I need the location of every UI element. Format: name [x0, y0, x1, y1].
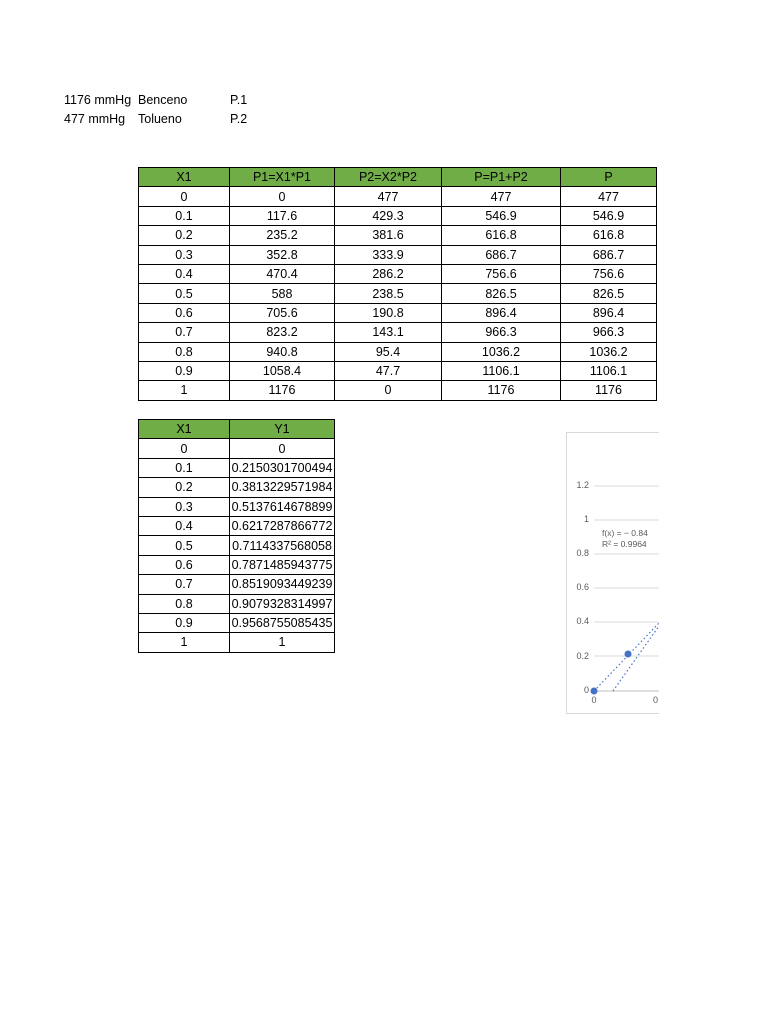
table-cell[interactable]: 381.6	[335, 226, 442, 245]
xy-chart[interactable]	[566, 432, 659, 714]
y-tick-label: 0.6	[576, 582, 589, 592]
table-cell[interactable]: 826.5	[442, 284, 561, 303]
table-cell[interactable]: 756.6	[442, 264, 561, 283]
table-row	[139, 516, 335, 535]
table-cell[interactable]: 546.9	[442, 206, 561, 225]
table-row	[139, 478, 335, 497]
trendline-equation: f(x) = − 0.84	[602, 528, 648, 538]
table-cell[interactable]: 0.4	[139, 264, 230, 283]
table-cell[interactable]: 705.6	[230, 303, 335, 322]
compound-name: Benceno	[138, 93, 188, 107]
data-point	[625, 651, 632, 658]
table-cell[interactable]: 1036.2	[442, 342, 561, 361]
table-cell[interactable]: 588	[230, 284, 335, 303]
info-row	[64, 91, 290, 110]
table-cell[interactable]: 0	[230, 439, 335, 458]
table-cell[interactable]: 0.9079328314997	[230, 594, 335, 613]
table-cell[interactable]: 1176	[442, 381, 561, 400]
table-row	[139, 342, 657, 361]
pressure-label: P.1	[230, 93, 248, 107]
table-cell[interactable]: 966.3	[561, 323, 657, 342]
table-cell[interactable]: 686.7	[442, 245, 561, 264]
column-header: Y1	[230, 420, 335, 439]
table-row	[139, 497, 335, 516]
table-cell[interactable]: 0.8519093449239	[230, 575, 335, 594]
table-cell[interactable]: 0.2	[139, 226, 230, 245]
table-cell[interactable]: 1176	[561, 381, 657, 400]
trendline	[613, 626, 659, 691]
table-cell[interactable]: 0.2150301700494	[230, 458, 335, 477]
table-cell[interactable]: 477	[561, 187, 657, 206]
table-cell[interactable]: 333.9	[335, 245, 442, 264]
table-cell[interactable]: 95.4	[335, 342, 442, 361]
table-cell[interactable]: 756.6	[561, 264, 657, 283]
table-row	[139, 613, 335, 632]
table-cell[interactable]: 616.8	[561, 226, 657, 245]
table-cell[interactable]: 470.4	[230, 264, 335, 283]
table-cell[interactable]: 0.3813229571984	[230, 478, 335, 497]
pressure-value: 1176 mmHg	[64, 93, 132, 107]
chart-svg	[567, 433, 659, 713]
y-tick-label: 0.8	[576, 548, 589, 558]
table-cell[interactable]: 1106.1	[442, 361, 561, 380]
y-tick-label: 0	[583, 685, 589, 695]
table-cell[interactable]: 0.7	[139, 575, 230, 594]
table-cell[interactable]: 1	[230, 633, 335, 652]
table-cell[interactable]: 966.3	[442, 323, 561, 342]
info-block	[64, 91, 290, 129]
table-cell[interactable]: 238.5	[335, 284, 442, 303]
table-cell[interactable]: 896.4	[442, 303, 561, 322]
pressure-value: 477 mmHg	[64, 112, 126, 126]
table-row	[139, 458, 335, 477]
table-row	[139, 555, 335, 574]
compound-name: Tolueno	[138, 112, 182, 126]
table-row	[139, 575, 335, 594]
trendline-r2: R² = 0.9964	[602, 539, 647, 549]
composition-table	[138, 419, 335, 653]
pressure-table	[138, 167, 657, 401]
table-row	[139, 303, 657, 322]
table-row	[139, 536, 335, 555]
table-cell[interactable]: 823.2	[230, 323, 335, 342]
y-tick-label: 1	[583, 514, 589, 524]
table-cell[interactable]: 0.9	[139, 361, 230, 380]
table-cell[interactable]: 0.6	[139, 555, 230, 574]
table-cell[interactable]: 0.5137614678899	[230, 497, 335, 516]
table-cell[interactable]: 1036.2	[561, 342, 657, 361]
table-cell[interactable]: 1106.1	[561, 361, 657, 380]
column-header: X1	[139, 420, 230, 439]
table-row	[139, 264, 657, 283]
column-header: P2=X2*P2	[335, 168, 442, 187]
table-cell[interactable]: 826.5	[561, 284, 657, 303]
table-row	[139, 284, 657, 303]
table-cell[interactable]: 0.9568755085435	[230, 613, 335, 632]
table-cell[interactable]: 143.1	[335, 323, 442, 342]
table-cell[interactable]: 0.5	[139, 284, 230, 303]
table-cell[interactable]: 0.8	[139, 342, 230, 361]
table-cell[interactable]: 0.6217287866772	[230, 516, 335, 535]
table-cell[interactable]: 0.2	[139, 478, 230, 497]
data-point	[591, 688, 598, 695]
table-cell[interactable]: 0	[230, 187, 335, 206]
table-cell[interactable]: 0.6	[139, 303, 230, 322]
table-cell[interactable]: 0.8	[139, 594, 230, 613]
table-cell[interactable]: 0.3	[139, 245, 230, 264]
table-cell[interactable]: 352.8	[230, 245, 335, 264]
table-cell[interactable]: 47.7	[335, 361, 442, 380]
table-row	[139, 361, 657, 380]
column-header: P	[561, 168, 657, 187]
table-row	[139, 187, 657, 206]
table-row	[139, 633, 335, 652]
y-tick-label: 0.4	[576, 616, 589, 626]
column-header: P=P1+P2	[442, 168, 561, 187]
table-cell[interactable]: 0.9	[139, 613, 230, 632]
table-cell[interactable]: 0.1	[139, 458, 230, 477]
table-row	[139, 323, 657, 342]
table-cell[interactable]: 940.8	[230, 342, 335, 361]
table-cell[interactable]: 1058.4	[230, 361, 335, 380]
column-header: P1=X1*P1	[230, 168, 335, 187]
table-cell[interactable]: 477	[442, 187, 561, 206]
y-tick-label: 0.2	[576, 651, 589, 661]
table-cell[interactable]: 0	[335, 381, 442, 400]
table-cell[interactable]: 0.7114337568058	[230, 536, 335, 555]
x-tick-label: 0	[591, 695, 597, 705]
y-tick-label: 1.2	[576, 480, 589, 490]
table-row	[139, 594, 335, 613]
table-row	[139, 226, 657, 245]
table-cell[interactable]: 1	[139, 381, 230, 400]
table-row	[139, 439, 335, 458]
table-cell[interactable]: 477	[335, 187, 442, 206]
table-cell[interactable]: 0.7871485943775	[230, 555, 335, 574]
table-cell[interactable]: 429.3	[335, 206, 442, 225]
table-cell[interactable]: 117.6	[230, 206, 335, 225]
table-row	[139, 206, 657, 225]
table-cell[interactable]: 0.5	[139, 536, 230, 555]
table-cell[interactable]: 286.2	[335, 264, 442, 283]
table-cell[interactable]: 0.3	[139, 497, 230, 516]
table-cell[interactable]: 0.7	[139, 323, 230, 342]
table-cell[interactable]: 686.7	[561, 245, 657, 264]
info-row	[64, 110, 290, 129]
table-cell[interactable]: 1176	[230, 381, 335, 400]
table-cell[interactable]: 0	[139, 439, 230, 458]
table-cell[interactable]: 190.8	[335, 303, 442, 322]
table-cell[interactable]: 546.9	[561, 206, 657, 225]
table-cell[interactable]: 0	[139, 187, 230, 206]
pressure-label: P.2	[230, 112, 248, 126]
table-row	[139, 381, 657, 400]
column-header: X1	[139, 168, 230, 187]
table-cell[interactable]: 235.2	[230, 226, 335, 245]
table-cell[interactable]: 0.1	[139, 206, 230, 225]
table-cell[interactable]: 1	[139, 633, 230, 652]
table-row	[139, 245, 657, 264]
table-cell[interactable]: 616.8	[442, 226, 561, 245]
table-cell[interactable]: 0.4	[139, 516, 230, 535]
x-tick-label: 0	[653, 695, 659, 705]
table-cell[interactable]: 896.4	[561, 303, 657, 322]
